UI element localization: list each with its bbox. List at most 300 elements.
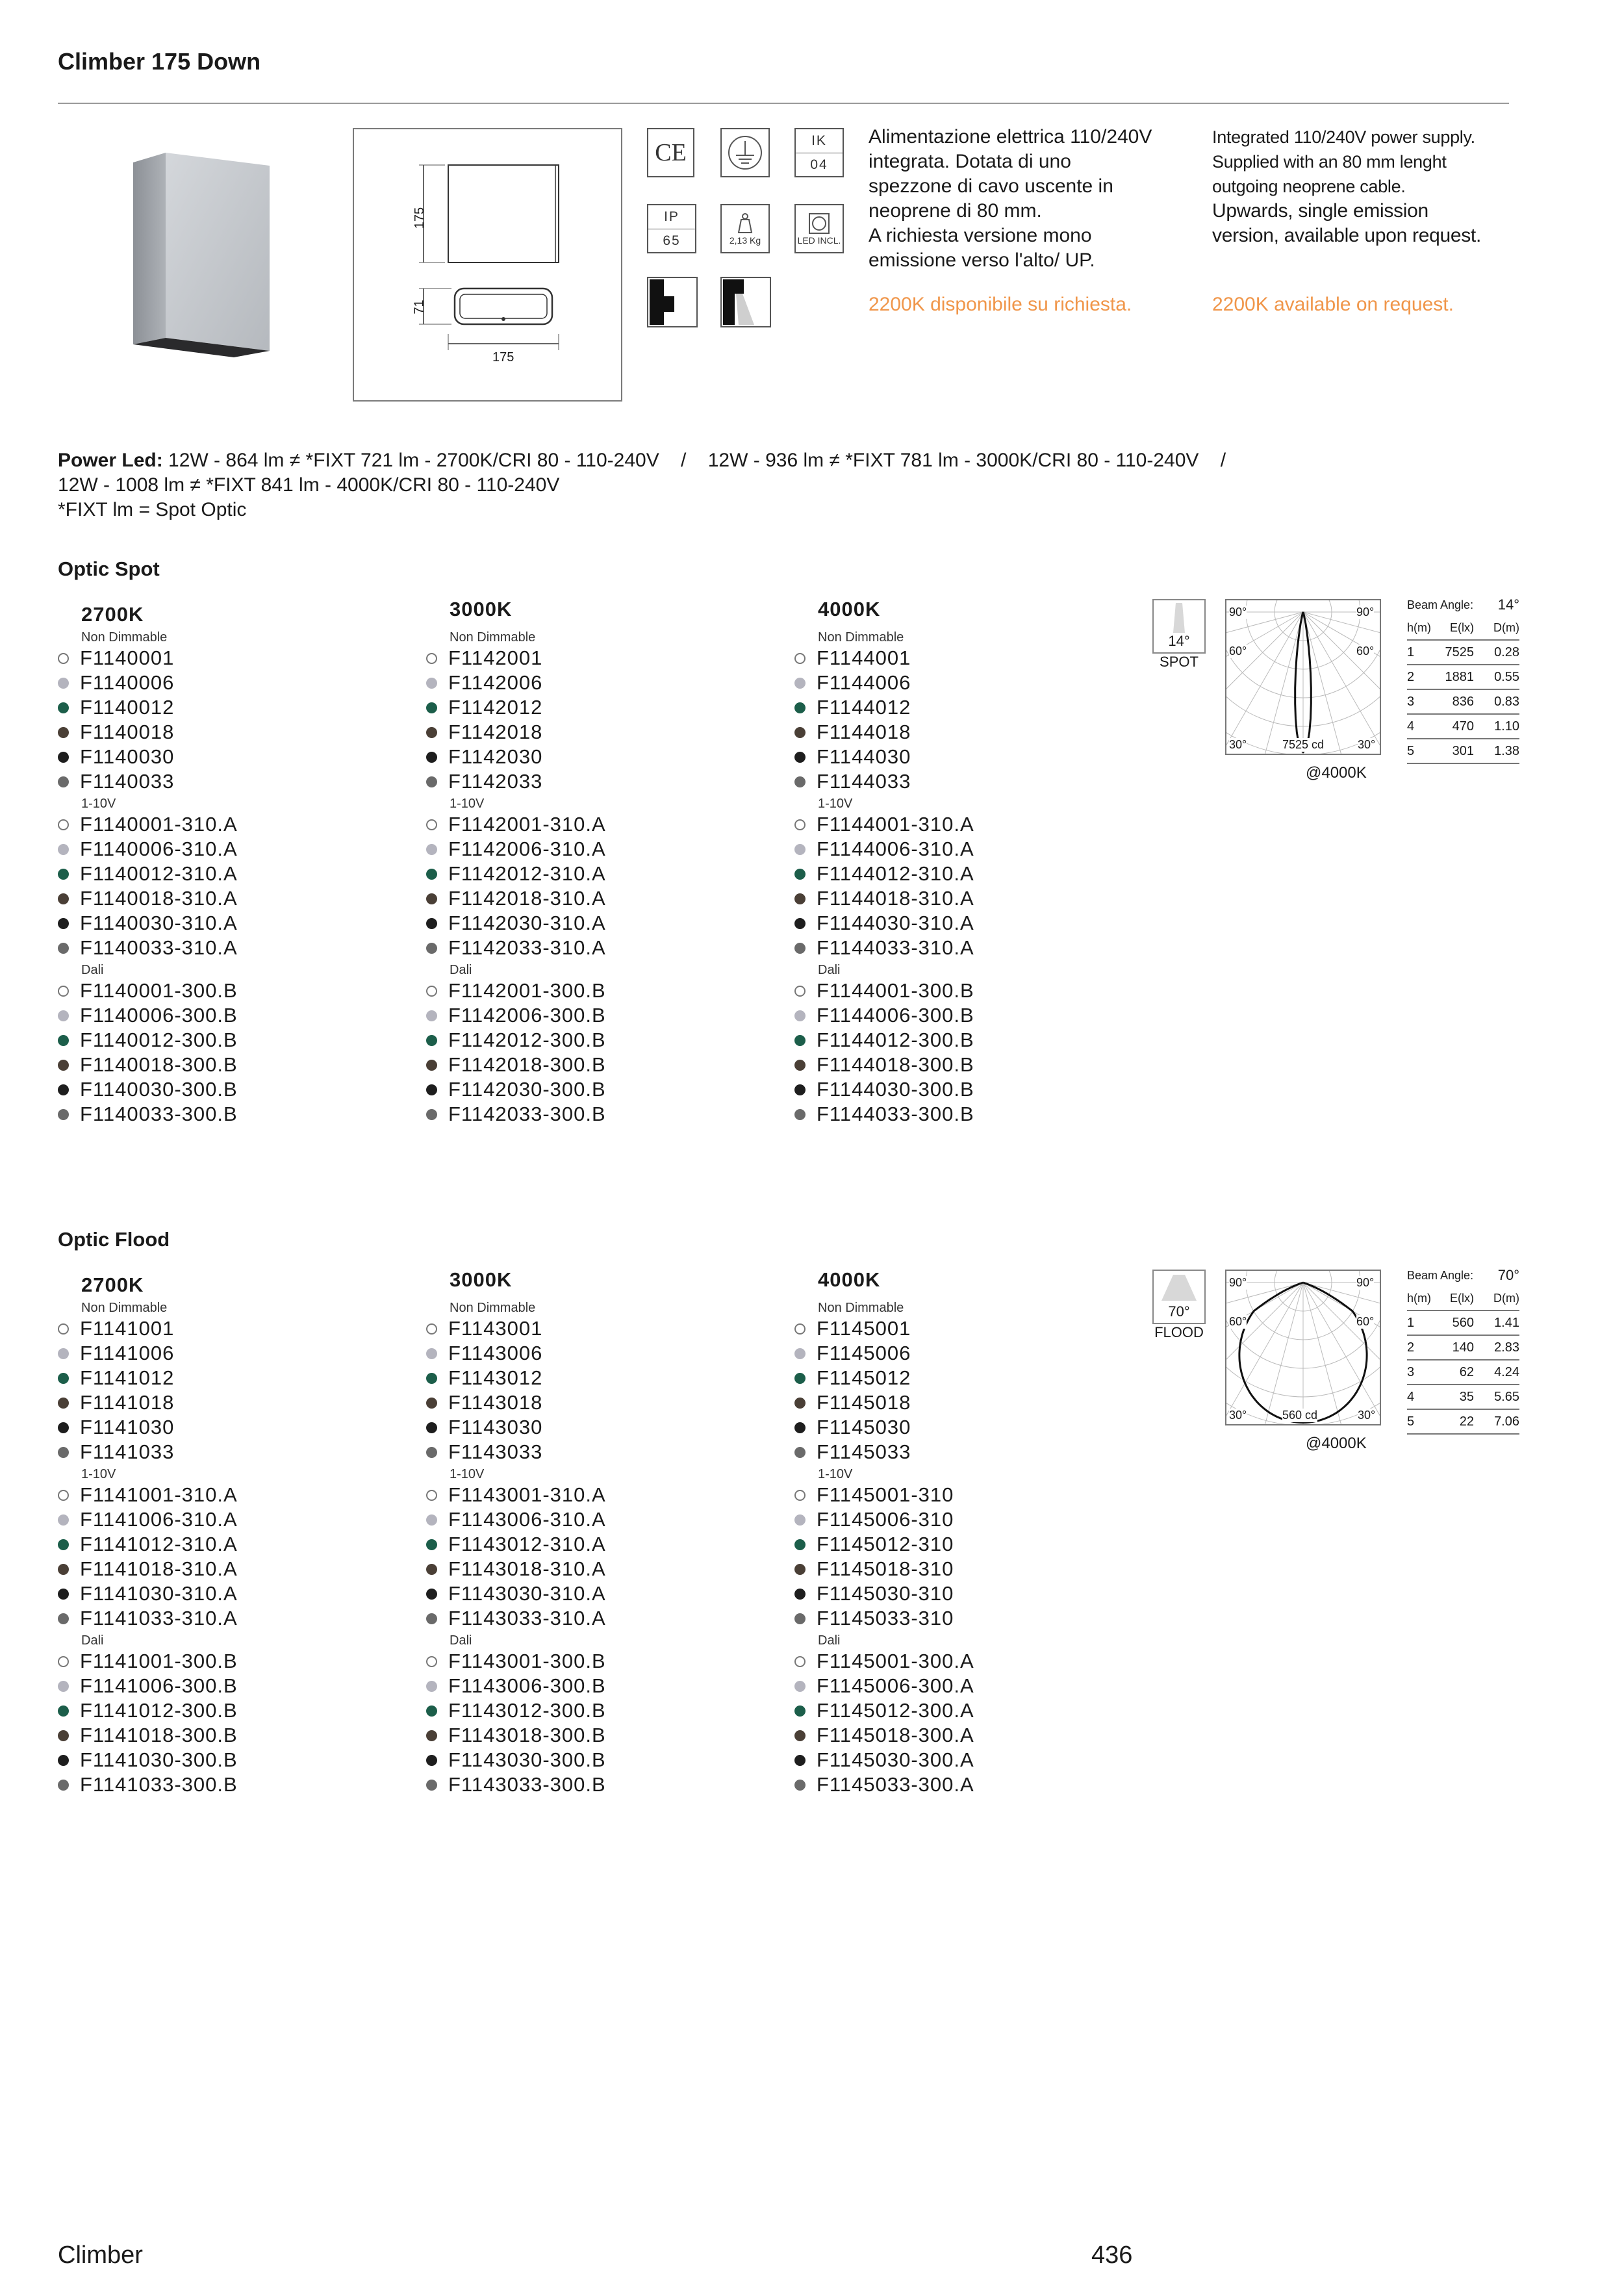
table-header-cell: h(m) <box>1407 620 1431 634</box>
product-code-item <box>794 1557 954 1581</box>
product-code-item <box>58 769 174 794</box>
finish-color-swatch <box>794 1706 806 1717</box>
product-code: F1140001-300.B <box>80 979 238 1002</box>
product-code: F1145030-310 <box>817 1582 954 1605</box>
product-code: F1144012-300.B <box>817 1028 974 1051</box>
finish-color-swatch <box>58 869 69 880</box>
dimming-type-label: Non Dimmable <box>818 630 904 645</box>
table-cell: 22 <box>1459 1414 1474 1429</box>
finish-color-swatch <box>794 844 806 855</box>
polar-angle-label: 30° <box>1358 1409 1376 1422</box>
product-code-item <box>58 1102 238 1127</box>
finish-color-swatch <box>426 1589 437 1600</box>
table-cell: 5 <box>1407 1414 1415 1429</box>
product-code: F1142012 <box>448 696 543 719</box>
product-code: F1142030-300.B <box>448 1078 606 1101</box>
product-code-item <box>58 862 238 886</box>
product-code-item <box>794 862 974 886</box>
product-code-item <box>426 1341 542 1366</box>
beam-angle-title: Beam Angle: <box>1407 1268 1474 1282</box>
product-code: F1145006 <box>817 1342 911 1364</box>
product-code: F1142018 <box>448 721 543 743</box>
color-temperature-heading: 2700K <box>81 603 144 626</box>
ip-rating-icon: IP 65 <box>647 204 696 253</box>
finish-color-swatch <box>794 1422 806 1433</box>
finish-color-swatch <box>58 1035 69 1046</box>
table-cell: 1881 <box>1445 669 1474 684</box>
product-code: F1141018-310.A <box>80 1557 238 1580</box>
beam-angle-title: Beam Angle: <box>1407 598 1474 611</box>
table-cell: 1.41 <box>1494 1315 1519 1330</box>
section-title: Optic Spot <box>58 557 160 580</box>
product-code: F1144012-310.A <box>817 862 974 885</box>
color-temperature-heading: 2700K <box>81 1273 144 1296</box>
product-code: F1143012-310.A <box>448 1533 606 1555</box>
finish-color-swatch <box>426 1010 437 1021</box>
finish-color-swatch <box>58 653 69 664</box>
product-code: F1141033-300.B <box>80 1773 238 1796</box>
finish-color-swatch <box>58 1348 69 1359</box>
product-code-item <box>58 720 174 745</box>
finish-color-swatch <box>426 1398 437 1409</box>
polar-angle-label: 90° <box>1229 606 1247 619</box>
product-code-item <box>426 1698 606 1723</box>
product-code: F1141030-300.B <box>80 1748 238 1771</box>
finish-color-swatch <box>58 1447 69 1458</box>
finish-color-swatch <box>794 1109 806 1120</box>
dimming-type-label: Dali <box>450 1633 472 1648</box>
product-code: F1145018 <box>817 1391 911 1414</box>
finish-color-swatch <box>794 1398 806 1409</box>
finish-color-swatch <box>794 1373 806 1384</box>
product-code: F1142012-310.A <box>448 862 606 885</box>
product-code: F1145001-310 <box>817 1483 954 1506</box>
finish-color-swatch <box>794 1755 806 1766</box>
header-divider <box>58 103 1509 104</box>
finish-color-swatch <box>426 1323 437 1335</box>
product-code: F1144018-300.B <box>817 1053 974 1076</box>
finish-color-swatch <box>426 1447 437 1458</box>
finish-color-swatch <box>794 819 806 830</box>
finish-color-swatch <box>58 1564 69 1575</box>
table-cell: 836 <box>1452 694 1474 709</box>
product-code: F1141001-300.B <box>80 1650 238 1672</box>
finish-color-swatch <box>58 1755 69 1766</box>
product-code: F1143030-300.B <box>448 1748 606 1771</box>
ground-symbol-icon <box>720 128 770 177</box>
finish-color-swatch <box>58 678 69 689</box>
product-code: F1140030 <box>80 745 175 768</box>
product-code-item <box>426 886 606 911</box>
dimming-type-label: Non Dimmable <box>818 1301 904 1315</box>
table-header-cell: D(m) <box>1493 1291 1519 1305</box>
page-title: Climber 175 Down <box>58 48 261 75</box>
table-cell: 5 <box>1407 743 1415 758</box>
product-code: F1143006-300.B <box>448 1674 606 1697</box>
product-code-item <box>58 1053 238 1077</box>
finish-color-swatch <box>426 1060 437 1071</box>
dimming-type-label: 1-10V <box>450 1467 485 1481</box>
finish-color-swatch <box>794 1348 806 1359</box>
table-cell: 1 <box>1407 1315 1415 1330</box>
dimming-type-label: 1-10V <box>818 797 853 811</box>
finish-color-swatch <box>794 986 806 997</box>
product-code-item <box>794 1366 911 1390</box>
table-row <box>1407 1336 1519 1361</box>
product-code: F1143001-300.B <box>448 1650 606 1672</box>
product-code-item <box>426 1557 606 1581</box>
finish-color-swatch <box>426 1035 437 1046</box>
finish-color-swatch <box>794 1514 806 1526</box>
finish-color-swatch <box>58 752 69 763</box>
product-code-item <box>426 1390 542 1415</box>
finish-color-swatch <box>794 1539 806 1550</box>
product-code-item <box>426 769 542 794</box>
finish-color-swatch <box>426 1514 437 1526</box>
product-code-item <box>58 1028 238 1053</box>
beam-angle-value: 14° <box>1168 633 1190 649</box>
color-temperature-heading: 3000K <box>450 598 513 620</box>
product-code: F1144012 <box>817 696 911 719</box>
finish-color-swatch <box>58 727 69 738</box>
product-code: F1142006 <box>448 671 543 694</box>
product-code-item <box>794 978 974 1003</box>
power-line-3: *FIXT lm = Spot Optic <box>58 499 247 520</box>
product-code-item <box>58 1649 238 1674</box>
finish-color-swatch <box>426 844 437 855</box>
finish-color-swatch <box>794 727 806 738</box>
table-cell: 560 <box>1452 1315 1474 1330</box>
table-cell: 7.06 <box>1494 1414 1519 1429</box>
finish-color-swatch <box>794 1613 806 1624</box>
product-code-item <box>58 1341 174 1366</box>
product-code: F1140033-310.A <box>80 936 238 959</box>
table-row <box>1407 690 1519 715</box>
product-code: F1142001-310.A <box>448 813 606 836</box>
table-cell: 2.83 <box>1494 1340 1519 1355</box>
polar-angle-label: 30° <box>1358 738 1376 751</box>
product-code-item <box>58 1440 174 1464</box>
product-code-item <box>794 745 911 769</box>
product-code: F1144030 <box>817 745 911 768</box>
product-code-item <box>794 837 974 862</box>
table-cell: 0.83 <box>1494 694 1519 709</box>
product-code-item <box>426 1606 606 1631</box>
finish-color-swatch <box>426 1348 437 1359</box>
product-code-item <box>794 1772 974 1797</box>
product-code: F1143033-300.B <box>448 1773 606 1796</box>
finish-color-swatch <box>58 1514 69 1526</box>
polar-angle-label: 30° <box>1229 738 1247 751</box>
product-code: F1140001 <box>80 646 175 669</box>
product-code-item <box>794 1053 974 1077</box>
product-code-item <box>58 1316 174 1341</box>
table-cell: 301 <box>1452 743 1474 758</box>
product-code-item <box>58 1415 174 1440</box>
product-code-item <box>794 1415 911 1440</box>
product-code-item <box>58 1606 238 1631</box>
finish-color-swatch <box>426 1109 437 1120</box>
product-code-item <box>794 1341 911 1366</box>
product-code-item <box>794 911 974 936</box>
product-code-item <box>794 720 911 745</box>
finish-color-swatch <box>794 1323 806 1335</box>
table-header-cell: D(m) <box>1493 620 1519 634</box>
product-code: F1143018 <box>448 1391 543 1414</box>
product-code: F1141001-310.A <box>80 1483 238 1506</box>
finish-color-swatch <box>58 1613 69 1624</box>
product-code: F1144001-300.B <box>817 979 974 1002</box>
dimming-type-label: Non Dimmable <box>81 1301 168 1315</box>
product-code: F1141030-310.A <box>80 1582 238 1605</box>
ce-mark-icon: CE <box>647 128 694 177</box>
product-code-item <box>426 911 606 936</box>
product-code-item <box>426 1053 606 1077</box>
product-code: F1140006-310.A <box>80 837 238 860</box>
product-code-item <box>794 1723 974 1748</box>
product-code-item <box>794 1606 954 1631</box>
description-italian: Alimentazione elettrica 110/240V integrata. Dotata di uno spezzone di cavo uscente in neoprene di 80 mm. A richiesta versione mono emissione verso l'alto/ UP. <box>869 126 1152 271</box>
table-row <box>1407 1361 1519 1385</box>
product-code-item <box>58 745 174 769</box>
product-code: F1140018-300.B <box>80 1053 238 1076</box>
finish-color-swatch <box>794 1681 806 1692</box>
product-code: F1145030-300.A <box>817 1748 974 1771</box>
finish-color-swatch <box>58 1706 69 1717</box>
product-code-item <box>426 646 542 671</box>
product-code-item <box>58 812 238 837</box>
finish-color-swatch <box>58 1422 69 1433</box>
dimming-type-label: 1-10V <box>818 1467 853 1481</box>
mounting-type-icon <box>647 277 698 327</box>
dimming-type-label: 1-10V <box>450 797 485 811</box>
product-code: F1140006 <box>80 671 175 694</box>
product-code: F1142033-300.B <box>448 1103 606 1125</box>
finish-color-swatch <box>58 1373 69 1384</box>
table-header-cell: E(lx) <box>1450 620 1474 634</box>
finish-color-swatch <box>58 1084 69 1095</box>
finish-color-swatch <box>426 943 437 954</box>
product-code: F1145012-310 <box>817 1533 954 1555</box>
page-number: 436 <box>1091 2242 1133 2269</box>
polar-angle-label: 60° <box>1229 1315 1247 1328</box>
product-code-item <box>58 1507 238 1532</box>
product-code-item <box>426 1077 606 1102</box>
product-code: F1140012-310.A <box>80 862 238 885</box>
product-code: F1140033-300.B <box>80 1103 238 1125</box>
table-cell: 35 <box>1459 1389 1474 1404</box>
table-cell: 140 <box>1452 1340 1474 1355</box>
finish-color-swatch <box>58 986 69 997</box>
product-code-item <box>794 1581 954 1606</box>
product-code: F1145033 <box>817 1440 911 1463</box>
finish-color-swatch <box>794 1060 806 1071</box>
product-code: F1142001 <box>448 646 543 669</box>
product-code-item <box>58 1698 238 1723</box>
product-code: F1143033 <box>448 1440 543 1463</box>
finish-color-swatch <box>58 1539 69 1550</box>
product-code: F1141033-310.A <box>80 1607 238 1629</box>
finish-color-swatch <box>426 1373 437 1384</box>
product-code: F1141006 <box>80 1342 175 1364</box>
product-photo <box>120 149 296 364</box>
finish-color-swatch <box>794 918 806 929</box>
finish-color-swatch <box>426 819 437 830</box>
product-code: F1140001-310.A <box>80 813 238 836</box>
beam-angle-value: 70° <box>1497 1267 1519 1283</box>
product-code-item <box>426 837 606 862</box>
product-code: F1144033 <box>817 770 911 793</box>
product-code-item <box>426 671 542 695</box>
finish-color-swatch <box>426 1706 437 1717</box>
finish-color-swatch <box>426 1656 437 1667</box>
description-english: Integrated 110/240V power supply. Supplied with an 80 mm lenght outgoing neoprene cable. Upwards, single emission version, available upon request. <box>1212 127 1482 246</box>
product-code-item <box>794 1316 911 1341</box>
table-header-row <box>1407 1286 1519 1311</box>
product-code: F1143018-300.B <box>448 1724 606 1746</box>
finish-color-swatch <box>426 1422 437 1433</box>
light-emission-down-icon <box>720 277 771 327</box>
table-cell: 5.65 <box>1494 1389 1519 1404</box>
color-temperature-heading: 4000K <box>818 598 881 620</box>
peak-intensity-label: 560 cd <box>1282 1409 1318 1422</box>
product-code: F1144006-300.B <box>817 1004 974 1027</box>
product-code-item <box>426 720 542 745</box>
product-code: F1145012-300.A <box>817 1699 974 1722</box>
table-row <box>1407 739 1519 764</box>
product-code-item <box>58 1723 238 1748</box>
product-code: F1141006-300.B <box>80 1674 238 1697</box>
finish-color-swatch <box>58 1730 69 1741</box>
product-code: F1142006-310.A <box>448 837 606 860</box>
finish-color-swatch <box>794 1490 806 1501</box>
product-code: F1142018-310.A <box>448 887 606 910</box>
finish-color-swatch <box>426 1490 437 1501</box>
dimming-type-label: Non Dimmable <box>450 630 536 645</box>
power-label: Power Led: <box>58 450 163 471</box>
product-code: F1143001-310.A <box>448 1483 606 1506</box>
table-row <box>1407 1311 1519 1336</box>
finish-color-swatch <box>58 1109 69 1120</box>
product-code: F1144018-310.A <box>817 887 974 910</box>
table-cell: 4 <box>1407 719 1415 734</box>
product-code-item <box>426 1440 542 1464</box>
product-code-item <box>794 1440 911 1464</box>
finish-color-swatch <box>58 1010 69 1021</box>
product-code-item <box>58 837 238 862</box>
product-code: F1140030-310.A <box>80 912 238 934</box>
finish-color-swatch <box>58 943 69 954</box>
power-line-2: 12W - 1008 lm ≠ *FIXT 841 lm - 4000K/CRI 80 - 110-240V <box>58 474 560 496</box>
finish-color-swatch <box>794 1447 806 1458</box>
product-code-item <box>794 1077 974 1102</box>
polar-light-distribution-chart <box>1225 1270 1381 1425</box>
product-code-item <box>794 695 911 720</box>
product-code: F1143030 <box>448 1416 543 1438</box>
polar-angle-label: 90° <box>1356 606 1375 619</box>
product-code-item <box>58 671 174 695</box>
finish-color-swatch <box>426 1730 437 1741</box>
dim-height: 175 <box>412 207 427 229</box>
dimming-type-label: Non Dimmable <box>81 630 168 645</box>
polar-angle-label: 60° <box>1356 645 1375 658</box>
finish-color-swatch <box>58 1490 69 1501</box>
footer-brand: Climber <box>58 2242 143 2269</box>
product-code: F1145001 <box>817 1317 911 1340</box>
power-line-1: 12W - 864 lm ≠ *FIXT 721 lm - 2700K/CRI 80 - 110-240V / 12W - 936 lm ≠ *FIXT 781 lm - 3000K/CRI 80 - 110-240V / <box>162 450 1226 471</box>
finish-color-swatch <box>58 1656 69 1667</box>
product-code-item <box>58 1581 238 1606</box>
finish-color-swatch <box>58 1060 69 1071</box>
product-code-item <box>426 1366 542 1390</box>
finish-color-swatch <box>426 678 437 689</box>
product-code-item <box>58 1772 238 1797</box>
product-code-item <box>426 1532 606 1557</box>
product-code: F1142030 <box>448 745 543 768</box>
finish-color-swatch <box>426 1755 437 1766</box>
product-code: F1145018-300.A <box>817 1724 974 1746</box>
product-code-item <box>58 1532 238 1557</box>
table-header-cell: h(m) <box>1407 1291 1431 1305</box>
finish-color-swatch <box>426 1681 437 1692</box>
product-code-item <box>426 1723 606 1748</box>
product-code-item <box>794 812 974 837</box>
product-code: F1145006-310 <box>817 1508 954 1531</box>
color-temperature-note: @4000K <box>1306 1435 1367 1452</box>
finish-color-swatch <box>58 776 69 787</box>
finish-color-swatch <box>58 819 69 830</box>
product-code: F1143006-310.A <box>448 1508 606 1531</box>
product-code: F1145033-300.A <box>817 1773 974 1796</box>
finish-color-swatch <box>426 986 437 997</box>
beam-type-name: SPOT <box>1160 654 1199 670</box>
product-code: F1144006-310.A <box>817 837 974 860</box>
finish-color-swatch <box>426 869 437 880</box>
product-code: F1144018 <box>817 721 911 743</box>
finish-color-swatch <box>58 1589 69 1600</box>
dimming-type-label: Dali <box>818 963 841 977</box>
beam-angle-value: 14° <box>1497 596 1519 613</box>
table-row <box>1407 715 1519 739</box>
color-temperature-heading: 3000K <box>450 1268 513 1291</box>
product-code-item <box>794 1102 974 1127</box>
product-code-item <box>426 1483 606 1507</box>
product-code: F1145001-300.A <box>817 1650 974 1672</box>
table-cell: 4 <box>1407 1389 1415 1404</box>
product-code-item <box>426 1674 606 1698</box>
finish-color-swatch <box>794 1084 806 1095</box>
product-code-item <box>426 1415 542 1440</box>
product-code-item <box>426 1748 606 1772</box>
product-code: F1142006-300.B <box>448 1004 606 1027</box>
product-code: F1143033-310.A <box>448 1607 606 1629</box>
finish-color-swatch <box>58 1681 69 1692</box>
product-code-item <box>58 911 238 936</box>
finish-color-swatch <box>794 653 806 664</box>
product-code: F1142030-310.A <box>448 912 606 934</box>
product-code: F1143012-300.B <box>448 1699 606 1722</box>
product-code-item <box>426 1507 606 1532</box>
finish-color-swatch <box>794 869 806 880</box>
product-code: F1141006-310.A <box>80 1508 238 1531</box>
table-cell: 3 <box>1407 694 1415 709</box>
finish-color-swatch <box>794 893 806 904</box>
illuminance-table <box>1407 594 1519 764</box>
power-led-specs <box>58 448 1526 522</box>
finish-color-swatch <box>426 893 437 904</box>
dimming-type-label: 1-10V <box>81 1467 116 1481</box>
product-code: F1145006-300.A <box>817 1674 974 1697</box>
